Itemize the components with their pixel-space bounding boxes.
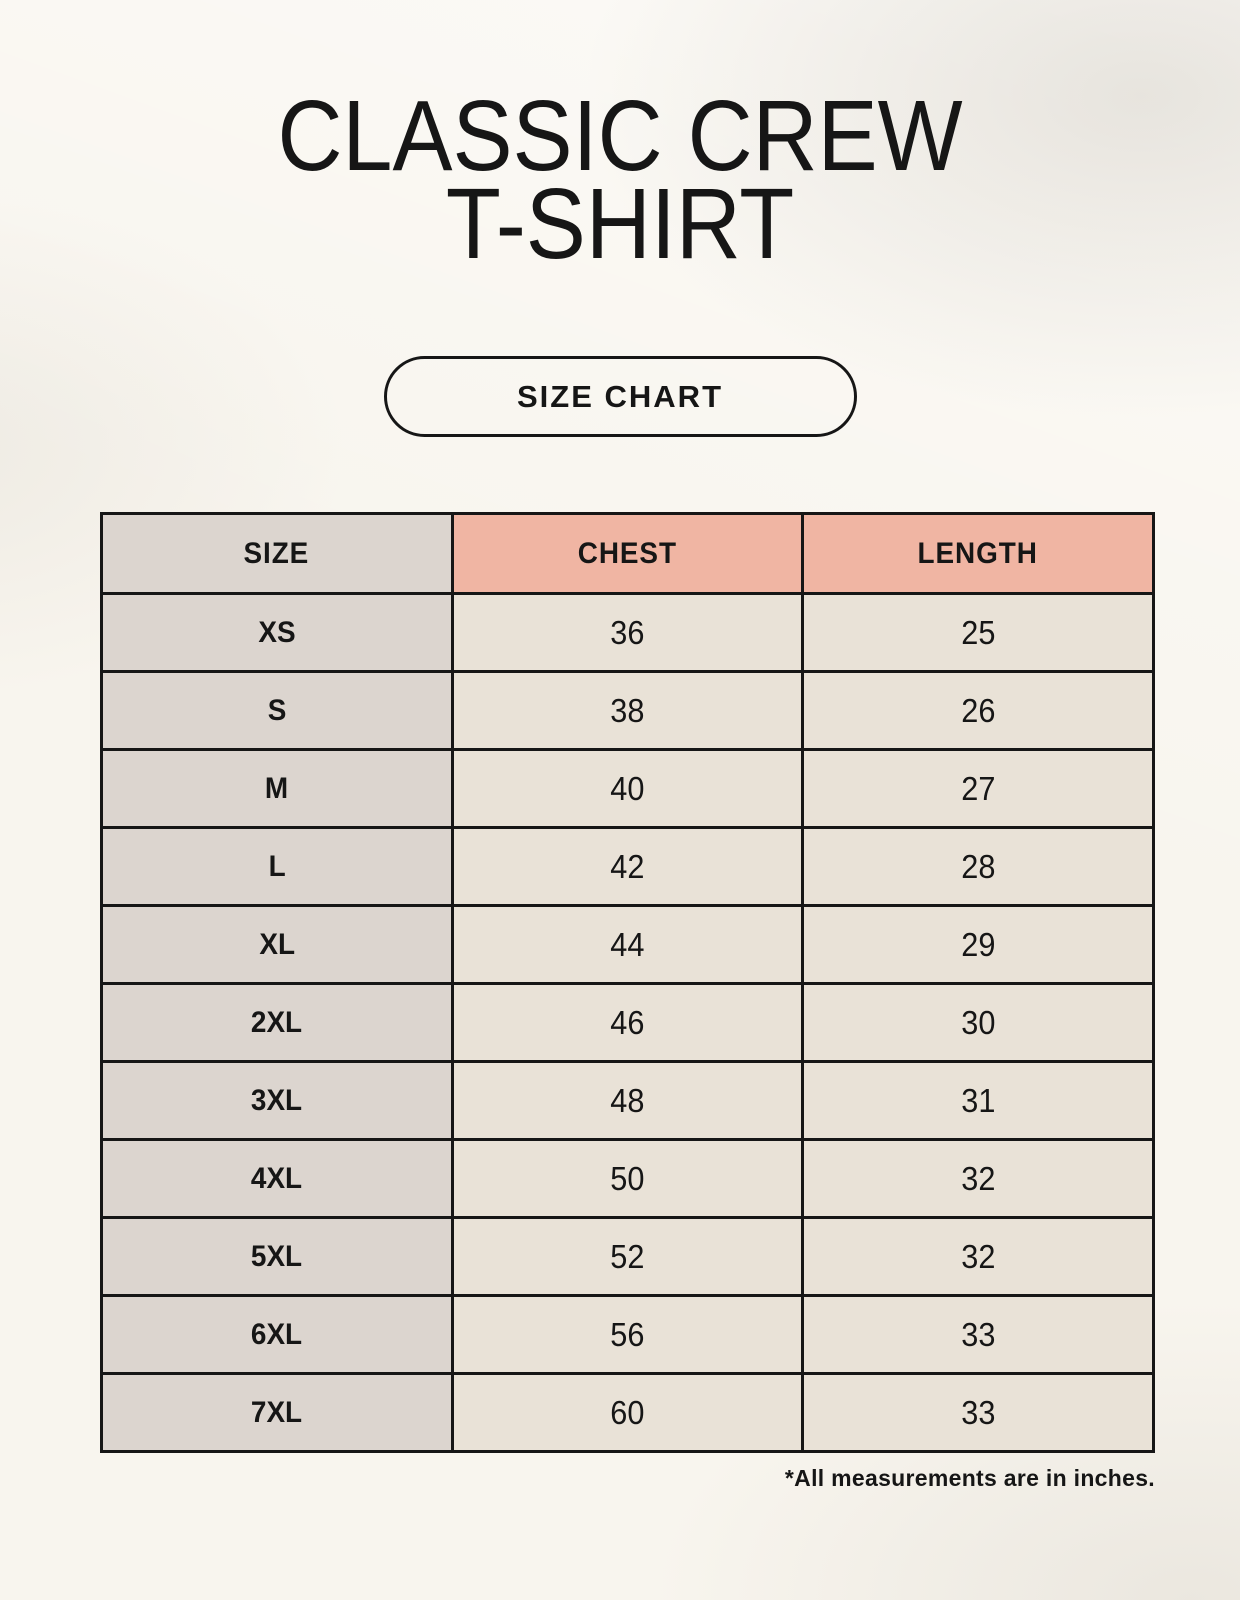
cell-size [102, 1062, 453, 1140]
cell-chest-value: 60 [610, 1393, 645, 1431]
cell-chest-value: 42 [610, 847, 645, 885]
cell-length-value: 32 [961, 1237, 996, 1275]
cell-size [102, 672, 453, 750]
cell-chest-value: 46 [610, 1003, 645, 1041]
cell-chest [452, 1140, 803, 1218]
size-chart-button-label: SIZE CHART [517, 378, 723, 414]
cell-size [102, 828, 453, 906]
cell-length-value: 33 [961, 1315, 996, 1353]
table-row [102, 1062, 1154, 1140]
cell-chest [452, 984, 803, 1062]
cell-size-value: 2XL [251, 1005, 303, 1039]
cell-length [803, 828, 1154, 906]
cell-size-value: 4XL [251, 1161, 303, 1195]
cell-size [102, 1296, 453, 1374]
cell-size [102, 750, 453, 828]
cell-length-value: 32 [961, 1159, 996, 1197]
cell-size-value: XL [258, 927, 295, 961]
cell-size-value: 3XL [251, 1083, 303, 1117]
table-row [102, 1374, 1154, 1452]
cell-length [803, 1296, 1154, 1374]
cell-chest [452, 906, 803, 984]
cell-chest-value: 38 [610, 691, 645, 729]
table-body [102, 594, 1154, 1452]
cell-size-value: 7XL [251, 1395, 303, 1429]
table-row [102, 1140, 1154, 1218]
column-header-size-label: SIZE [243, 536, 310, 570]
page-title-line-2: T-SHIRT [445, 168, 795, 280]
cell-chest [452, 1218, 803, 1296]
cell-length-value: 31 [961, 1081, 996, 1119]
table-header-row [102, 514, 1154, 594]
cell-size [102, 984, 453, 1062]
table-row [102, 828, 1154, 906]
cell-length-value: 27 [961, 769, 996, 807]
table-row [102, 906, 1154, 984]
cell-length [803, 1062, 1154, 1140]
cell-size-value: S [267, 693, 287, 727]
cell-chest [452, 750, 803, 828]
table-row [102, 1296, 1154, 1374]
cell-length [803, 1218, 1154, 1296]
table-row [102, 750, 1154, 828]
cell-chest-value: 44 [610, 925, 645, 963]
table-head [102, 514, 1154, 594]
cell-chest-value: 48 [610, 1081, 645, 1119]
cell-length-value: 26 [961, 691, 996, 729]
cell-chest-value: 50 [610, 1159, 645, 1197]
cell-length-value: 33 [961, 1393, 996, 1431]
cell-chest [452, 1296, 803, 1374]
table-row [102, 594, 1154, 672]
cell-length [803, 750, 1154, 828]
cell-size [102, 1218, 453, 1296]
cell-size [102, 1374, 453, 1452]
cell-chest-value: 36 [610, 613, 645, 651]
page-title [62, 0, 1178, 280]
cell-chest [452, 594, 803, 672]
cell-chest-value: 40 [610, 769, 645, 807]
cell-size [102, 906, 453, 984]
cell-size-value: XS [258, 615, 296, 649]
size-chart-button[interactable] [384, 356, 857, 437]
cell-length [803, 1374, 1154, 1452]
column-header-length [803, 514, 1154, 594]
cell-length [803, 1140, 1154, 1218]
cell-size-value: 6XL [251, 1317, 303, 1351]
cell-length-value: 25 [961, 613, 996, 651]
cell-chest-value: 56 [610, 1315, 645, 1353]
cell-chest [452, 672, 803, 750]
table-row [102, 984, 1154, 1062]
column-header-length-label: LENGTH [918, 536, 1039, 570]
cell-chest [452, 828, 803, 906]
cell-size-value: M [265, 771, 289, 805]
table-row [102, 1218, 1154, 1296]
cell-chest [452, 1062, 803, 1140]
cell-size-value: L [268, 849, 286, 883]
cell-length [803, 672, 1154, 750]
size-chart-table [100, 512, 1155, 1453]
cell-size [102, 594, 453, 672]
page-title-line-1: CLASSIC CREW [277, 80, 963, 192]
cell-chest-value: 52 [610, 1237, 645, 1275]
cell-length-value: 28 [961, 847, 996, 885]
cell-length [803, 906, 1154, 984]
cell-chest [452, 1374, 803, 1452]
cell-length [803, 594, 1154, 672]
column-header-chest-label: CHEST [577, 536, 678, 570]
measurements-note: *All measurements are in inches. [784, 1465, 1155, 1491]
cell-length-value: 29 [961, 925, 996, 963]
cell-length-value: 30 [961, 1003, 996, 1041]
cell-size-value: 5XL [251, 1239, 303, 1273]
cell-length [803, 984, 1154, 1062]
table-row [102, 672, 1154, 750]
column-header-size [102, 514, 453, 594]
column-header-chest [452, 514, 803, 594]
cell-size [102, 1140, 453, 1218]
